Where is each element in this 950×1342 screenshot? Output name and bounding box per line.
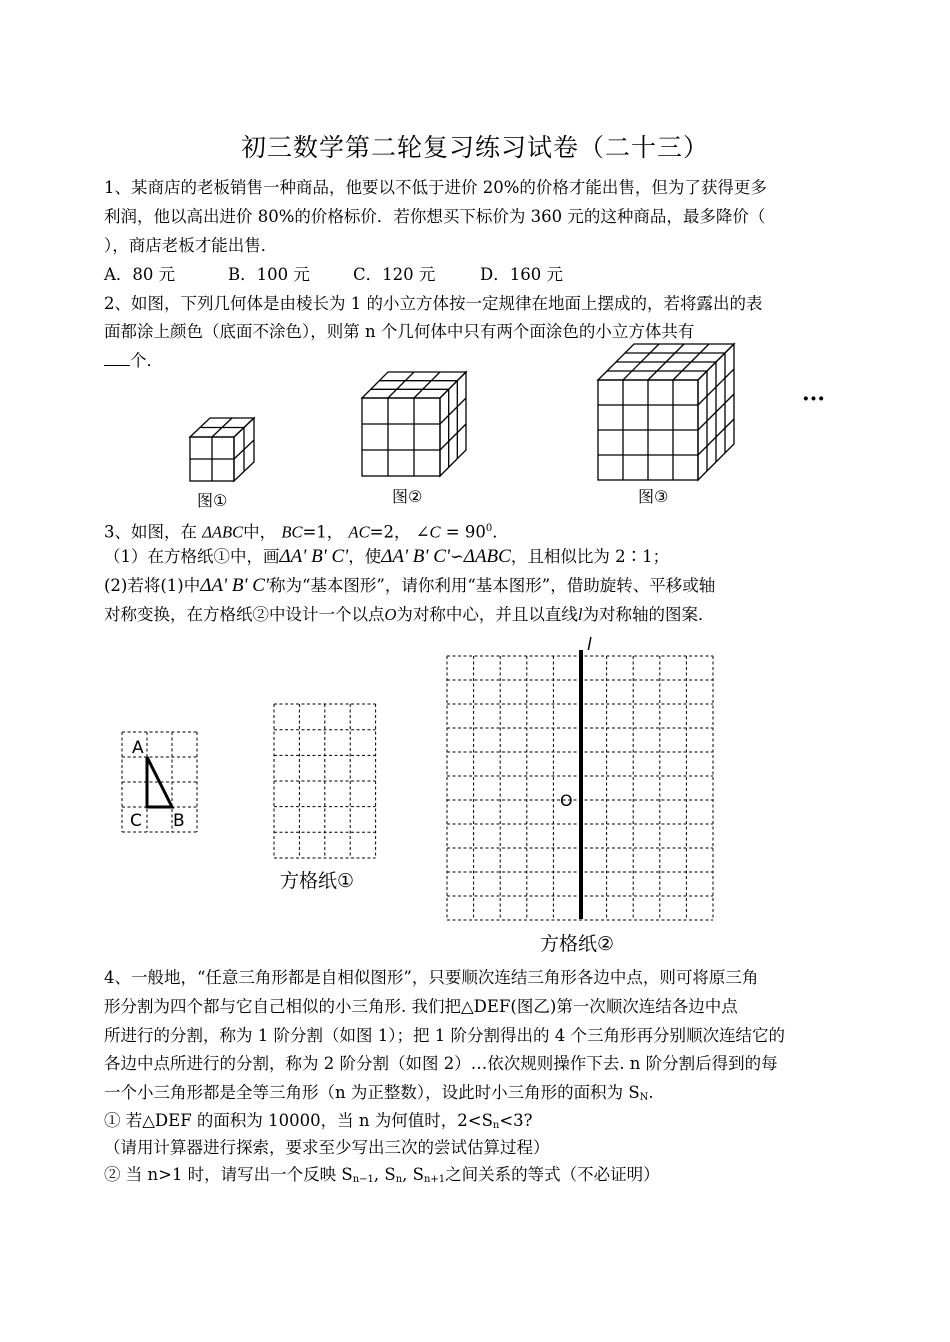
q4-item1: ① 若△DEF 的面积为 10000，当 n 为何值时，$2<S_n<3$? xyxy=(104,1111,533,1131)
fig3-label: 图③ xyxy=(638,487,669,506)
q3-part1: （1）在方格纸①中，画ΔA' B' C'，使ΔA' B' C'∽ΔABC，且相似比为 2∶1； xyxy=(104,546,670,567)
label-c: C xyxy=(130,811,142,831)
q3-part2-line1: (2)若将(1)中ΔA' B' C'称为“基本图形”，请你利用“基本图形”，借助旋转、平移或轴 xyxy=(104,575,716,596)
q4-line3: 所进行的分割，称为 1 阶分割（如图 1）；把 1 阶分割得出的 4 个三角形再分别顺次连结它的 xyxy=(104,1026,785,1045)
q2-line3: 个． xyxy=(104,349,163,372)
q4-item1-note: （请用计算器进行探索，要求至少写出三次的尝试估算过程） xyxy=(104,1138,550,1157)
continuation-ellipsis: ··· xyxy=(802,386,825,412)
label-l: l xyxy=(587,636,592,655)
page-title: 初三数学第二轮复习练习试卷（二十三） xyxy=(240,133,709,162)
q1-line1: 1、某商店的老板销售一种商品，他要以不低于进价 20%的价格才能出售，但为了获得更多 xyxy=(104,178,767,197)
q3-intro: 3、如图，在 ΔABC中， BC=1， AC=2， ∠C = $90^0$． xyxy=(104,522,509,542)
q1-option-a: A．80 元 xyxy=(104,265,176,284)
q3-part2-line2: 对称变换，在方格纸②中设计一个以点O为对称中心，并且以直线l为对称轴的图案． xyxy=(104,605,715,624)
triangle-grid xyxy=(116,726,208,836)
q1-option-b: B．100 元 xyxy=(228,265,310,284)
fig1-label: 图① xyxy=(197,491,228,510)
q2-line1: 2、如图，下列几何体是由棱长为 1 的小立方体按一定规律在地面上摆成的，若将露出的表 xyxy=(104,294,763,313)
cube-figure-3 xyxy=(594,340,744,485)
q2-line2: 面都涂上颜色（底面不涂色），则第 n 个几何体中只有两个面涂色的小立方体共有 xyxy=(104,322,695,341)
q4-line2: 形分割为四个都与它自己相似的小三角形. 我们把△DEF(图乙)第一次顺次连结各边中点 xyxy=(104,997,738,1016)
grid-paper-1-caption: 方格纸① xyxy=(280,870,355,892)
grid-paper-2 xyxy=(443,636,718,922)
q4-line4: 各边中点所进行的分割，称为 2 阶分割（如图 2）…依次规则操作下去. n 阶分割后得到的每 xyxy=(104,1054,778,1073)
q1-option-c: C．120 元 xyxy=(353,265,436,284)
q4-line1: 4、一般地，“任意三角形都是自相似图形”，只要顺次连结三角形各边中点，则可将原三角 xyxy=(104,968,759,987)
q1-line3: ），商店老板才能出售． xyxy=(104,236,278,255)
fig2-label: 图② xyxy=(392,487,423,506)
q4-line5: 一个小三角形都是全等三角形（n 为正整数），设此时小三角形的面积为 $S_N$. xyxy=(104,1083,654,1103)
label-o: O xyxy=(560,791,573,810)
label-a: A xyxy=(132,738,144,758)
q4-item2: ② 当 n>1 时，请写出一个反映 $S_{n-1}$, $S_n$, $S_{n+1}$之间关系的等式（不必证明） xyxy=(104,1165,660,1185)
answer-blank xyxy=(104,349,130,366)
cube-figure-1 xyxy=(185,410,265,485)
grid-paper-1 xyxy=(270,700,385,862)
grid-paper-2-caption: 方格纸② xyxy=(540,933,615,955)
label-b: B xyxy=(173,811,185,831)
q1-option-d: D．160 元 xyxy=(480,265,563,284)
cube-figure-2 xyxy=(358,368,473,480)
q1-line2: 利润，他以高出进价 80%的价格标价．若你想买下标价为 360 元的这种商品，最多降价（ xyxy=(104,207,766,226)
